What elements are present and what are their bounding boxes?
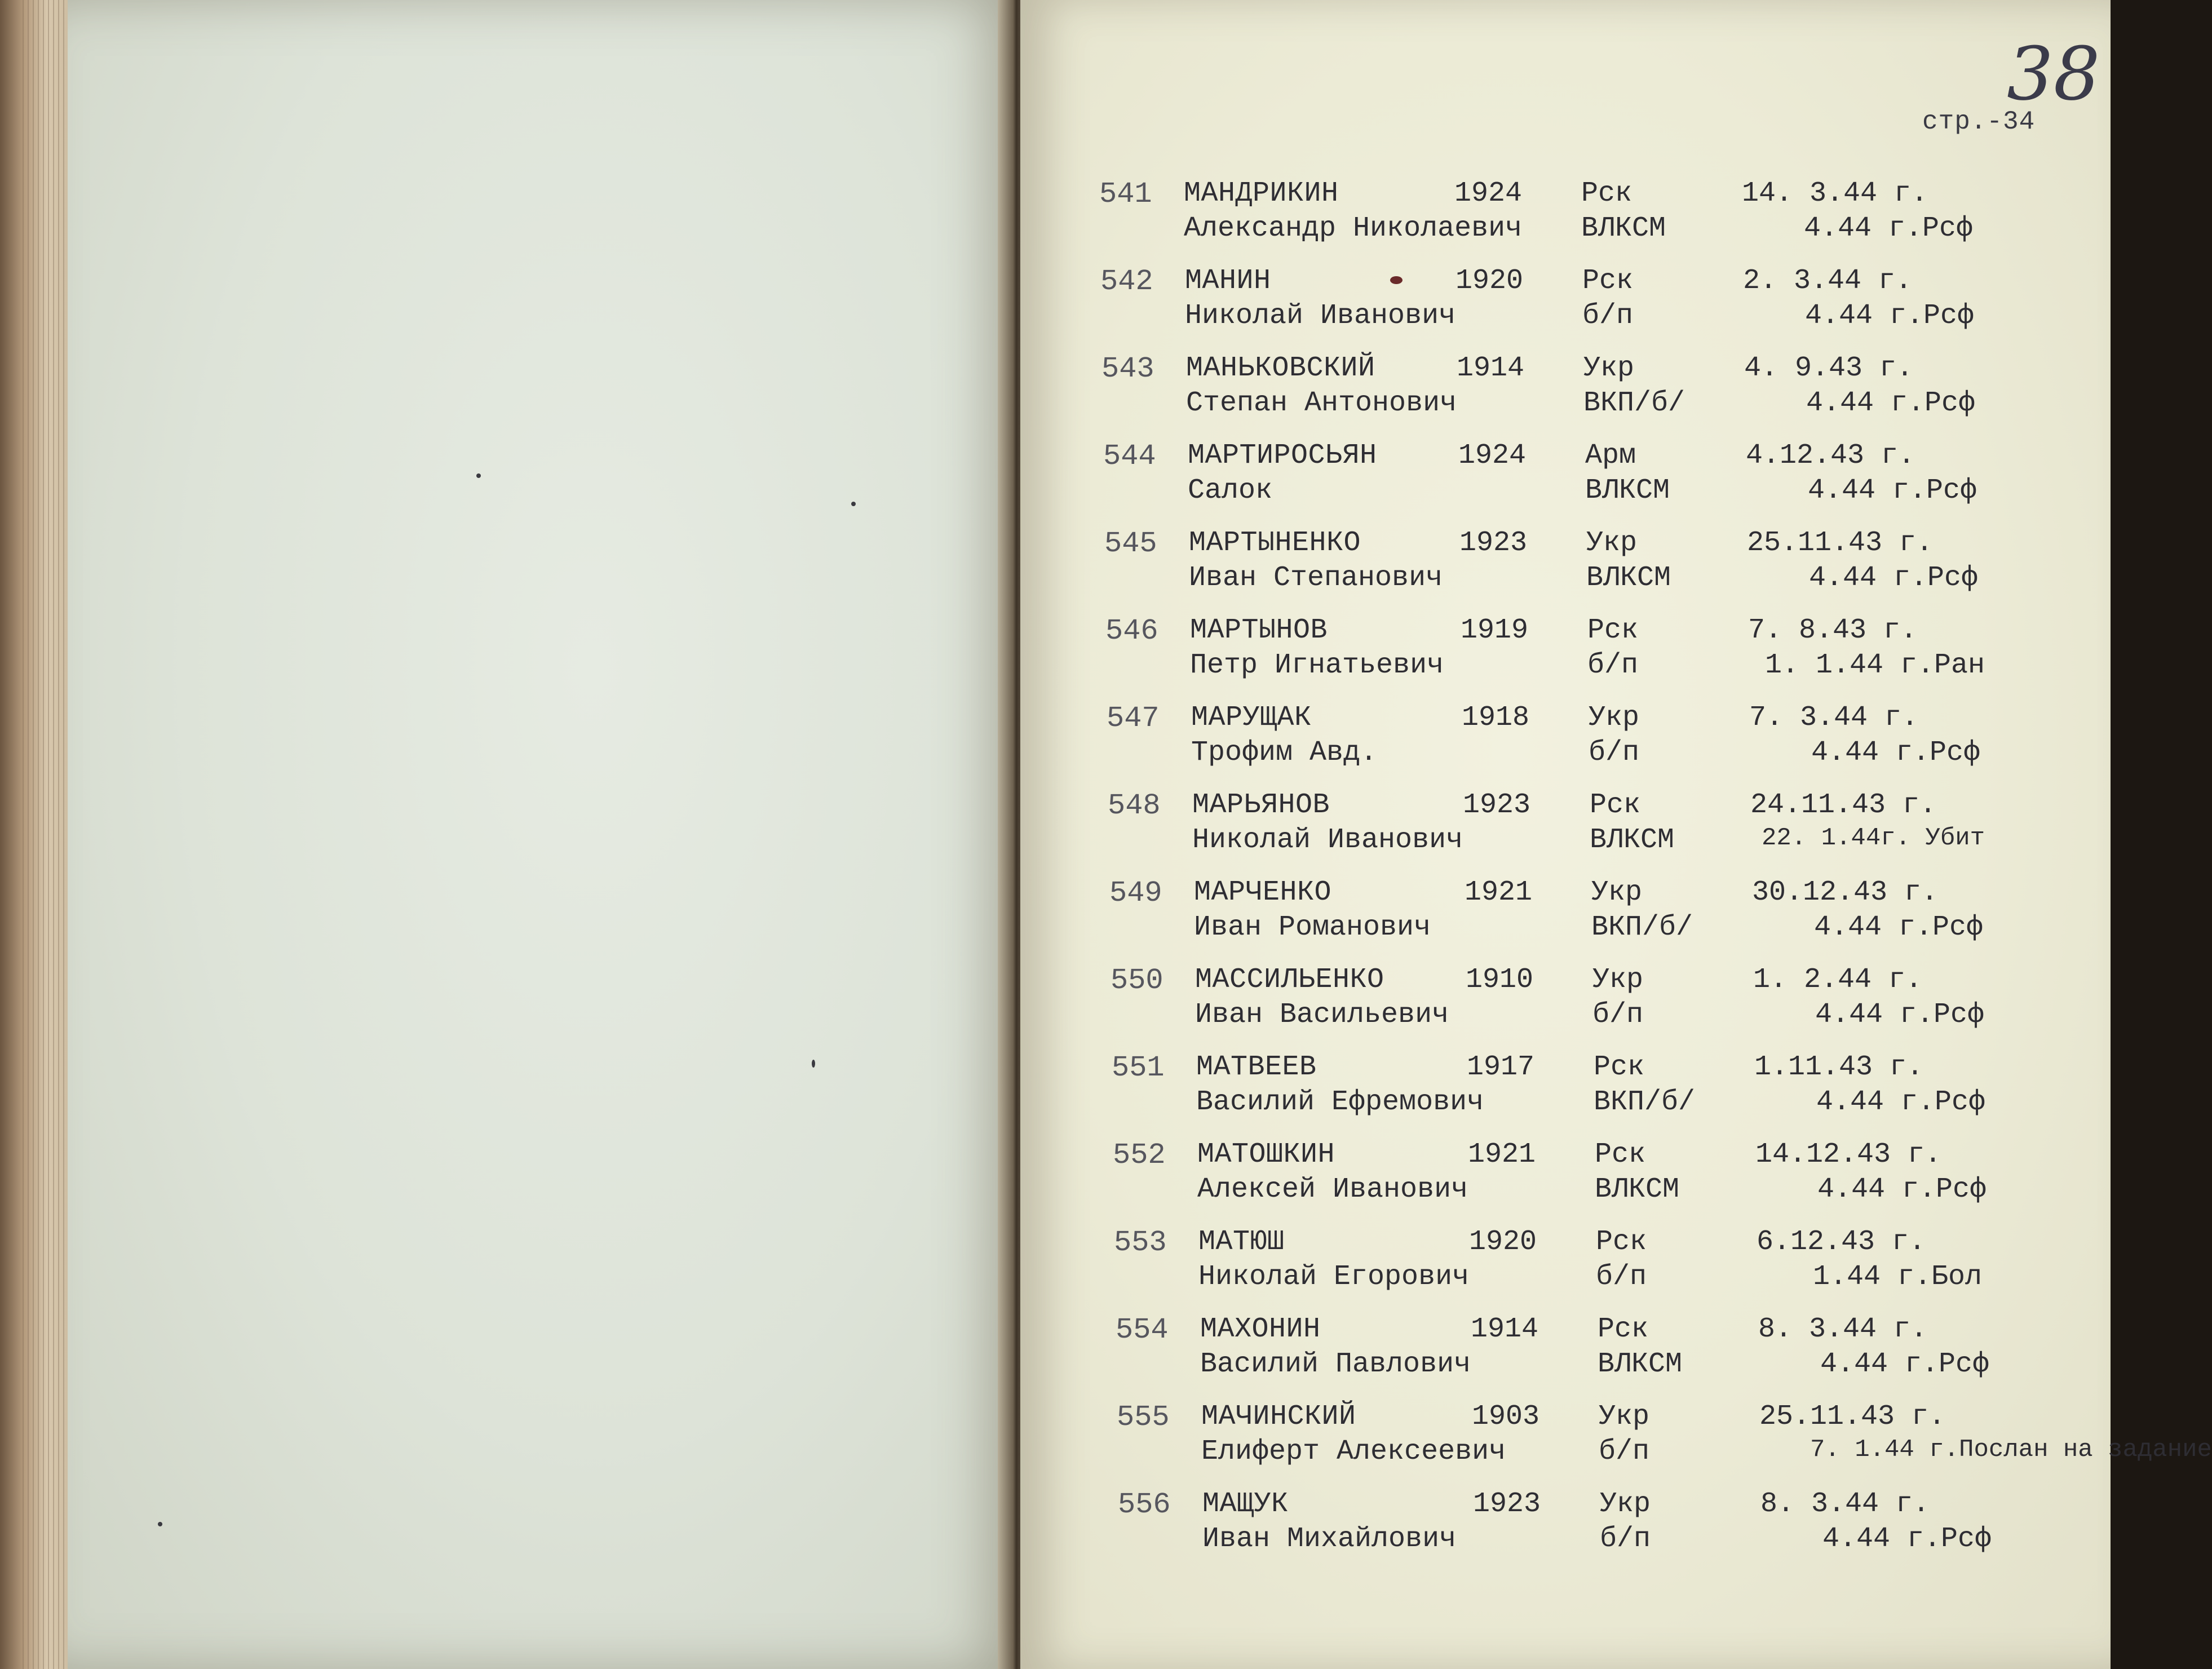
entry-surname: МАРТЫНОВ xyxy=(1190,614,1328,647)
entry-date1: 4.12.43 г. xyxy=(1746,440,1915,472)
entry-surname: МАТЮШ xyxy=(1198,1226,1285,1258)
entry-surname: МАССИЛЬЕНКО xyxy=(1195,964,1384,996)
entry-date2: 22. 1.44г. Убит xyxy=(1762,824,1985,852)
entry-date1: 25.11.43 г. xyxy=(1759,1401,1946,1433)
entry-date1: 2. 3.44 г. xyxy=(1743,265,1913,297)
entry-date2: 1.44 г.Бол xyxy=(1813,1261,1983,1293)
register-entry xyxy=(1101,352,2105,437)
entry-date1: 7. 3.44 г. xyxy=(1749,702,1919,734)
register-entry xyxy=(1108,789,2111,874)
speck xyxy=(158,1522,162,1526)
entry-nation: Укр xyxy=(1586,527,1638,559)
entry-surname: МАХОНИН xyxy=(1200,1313,1321,1345)
entry-year: 1923 xyxy=(1459,527,1528,559)
entry-nation: Укр xyxy=(1589,702,1640,734)
entry-date1: 1. 2.44 г. xyxy=(1753,964,1923,996)
entry-given: Степан Антонович xyxy=(1186,387,1457,419)
entry-party: ВЛКСМ xyxy=(1598,1348,1683,1380)
entry-year: 1921 xyxy=(1468,1139,1536,1171)
register-entry xyxy=(1113,1139,2116,1223)
entry-year: 1903 xyxy=(1472,1401,1540,1433)
entry-date1: 30.12.43 г. xyxy=(1752,876,1939,909)
entry-date2: 4.44 г.Рсф xyxy=(1808,475,1977,507)
entry-year: 1921 xyxy=(1465,876,1533,909)
entry-surname: МАТВЕЕВ xyxy=(1196,1051,1317,1083)
entry-surname: МАНДРИКИН xyxy=(1184,178,1339,210)
register-entry xyxy=(1118,1488,2121,1573)
entry-num: 551 xyxy=(1112,1051,1165,1084)
page-edges xyxy=(0,0,79,1669)
entry-num: 541 xyxy=(1099,178,1152,211)
entry-party: б/п xyxy=(1600,1523,1651,1555)
entry-num: 555 xyxy=(1117,1401,1170,1434)
register-entry xyxy=(1109,876,2113,961)
register-entry xyxy=(1103,440,2107,524)
entry-surname: МАНИН xyxy=(1185,265,1271,297)
entry-date2: 4.44 г.Рсф xyxy=(1806,387,1976,419)
page-number-label: стр.-34 xyxy=(1922,107,2036,136)
entry-given: Иван Романович xyxy=(1194,911,1431,944)
entry-party: ВЛКСМ xyxy=(1585,475,1670,507)
entry-year: 1914 xyxy=(1471,1313,1539,1345)
entry-nation: Укр xyxy=(1599,1401,1650,1433)
entry-num: 546 xyxy=(1105,614,1158,648)
entry-year: 1919 xyxy=(1461,614,1529,647)
entry-party: ВКП/б/ xyxy=(1583,387,1685,419)
speck xyxy=(851,502,856,506)
entry-year: 1918 xyxy=(1462,702,1530,734)
entry-nation: Рск xyxy=(1582,265,1634,297)
entry-date2: 4.44 г.Рсф xyxy=(1820,1348,1990,1380)
speck xyxy=(812,1060,815,1068)
entry-year: 1924 xyxy=(1458,440,1527,472)
entry-num: 556 xyxy=(1118,1488,1171,1521)
entry-nation: Укр xyxy=(1583,352,1635,384)
entry-nation: Рск xyxy=(1595,1139,1646,1171)
entry-date2: 4.44 г.Рсф xyxy=(1822,1523,1992,1555)
register-entry xyxy=(1112,1051,2115,1136)
entry-surname: МАТОШКИН xyxy=(1197,1139,1335,1171)
right-page xyxy=(1020,0,2212,1669)
entry-year: 1923 xyxy=(1473,1488,1541,1520)
entry-date2: 4.44 г.Рсф xyxy=(1817,1174,1987,1206)
entry-date2: 4.44 г.Рсф xyxy=(1809,562,1979,594)
entry-party: б/п xyxy=(1582,300,1634,332)
page-edge-lines xyxy=(23,0,73,1669)
entry-given: Василий Павлович xyxy=(1200,1348,1471,1380)
entry-given: Иван Васильевич xyxy=(1195,999,1449,1031)
entry-surname: МАЧИНСКИЙ xyxy=(1201,1401,1356,1433)
speck xyxy=(476,473,481,478)
entry-date1: 6.12.43 г. xyxy=(1757,1226,1926,1258)
entry-given: Николай Егорович xyxy=(1198,1261,1470,1293)
entry-party: б/п xyxy=(1599,1436,1650,1468)
register-entry xyxy=(1111,964,2114,1048)
entry-given: Николай Иванович xyxy=(1185,300,1456,332)
entry-nation: Укр xyxy=(1592,964,1644,996)
entry-date1: 24.11.43 г. xyxy=(1750,789,1937,821)
entry-num: 548 xyxy=(1108,789,1161,822)
entry-year: 1910 xyxy=(1466,964,1534,996)
entry-num: 542 xyxy=(1100,265,1153,298)
entry-given: Салок xyxy=(1188,475,1273,507)
entry-date1: 14. 3.44 г. xyxy=(1742,178,1928,210)
entry-party: ВКП/б/ xyxy=(1594,1086,1696,1118)
entry-given: Николай Иванович xyxy=(1192,824,1463,856)
register-entry xyxy=(1116,1313,2119,1398)
entry-num: 544 xyxy=(1103,440,1156,473)
entry-date2: 4.44 г.Рсф xyxy=(1804,213,1974,245)
entry-given: Василий Ефремович xyxy=(1196,1086,1484,1118)
entry-nation: Укр xyxy=(1600,1488,1651,1520)
entry-date1: 14.12.43 г. xyxy=(1755,1139,1942,1171)
entry-year: 1924 xyxy=(1454,178,1523,210)
register-entry xyxy=(1105,614,2109,699)
entry-surname: МАРЧЕНКО xyxy=(1194,876,1332,909)
entry-party: ВЛКСМ xyxy=(1581,213,1666,245)
entry-num: 547 xyxy=(1107,702,1160,735)
entry-given: Елиферт Алексеевич xyxy=(1201,1436,1506,1468)
entry-year: 1914 xyxy=(1457,352,1525,384)
entry-given: Александр Николаевич xyxy=(1184,213,1523,245)
entry-surname: МАРЬЯНОВ xyxy=(1192,789,1330,821)
entry-year: 1920 xyxy=(1456,265,1524,297)
entry-date1: 7. 8.43 г. xyxy=(1748,614,1918,647)
entry-date2: 7. 1.44 г.Послан на задание xyxy=(1810,1436,2212,1464)
entry-nation: Рск xyxy=(1598,1313,1649,1345)
entry-date1: 8. 3.44 г. xyxy=(1758,1313,1928,1345)
entry-date1: 1.11.43 г. xyxy=(1754,1051,1924,1083)
entry-given: Алексей Иванович xyxy=(1197,1174,1468,1206)
entry-nation: Рск xyxy=(1596,1226,1647,1258)
entry-num: 549 xyxy=(1109,876,1162,910)
entry-year: 1917 xyxy=(1467,1051,1535,1083)
entry-party: ВЛКСМ xyxy=(1586,562,1671,594)
entry-given: Иван Степанович xyxy=(1189,562,1443,594)
entry-date2: 4.44 г.Рсф xyxy=(1811,737,1981,769)
entry-num: 552 xyxy=(1113,1139,1166,1172)
entry-year: 1920 xyxy=(1469,1226,1537,1258)
register-entry xyxy=(1104,527,2108,612)
entry-given: Петр Игнатьевич xyxy=(1190,649,1444,681)
entry-nation: Арм xyxy=(1585,440,1636,472)
entry-nation: Рск xyxy=(1587,614,1639,647)
register-entry xyxy=(1114,1226,2117,1311)
entry-party: ВЛКСМ xyxy=(1590,824,1675,856)
entry-party: ВКП/б/ xyxy=(1591,911,1693,944)
entry-party: б/п xyxy=(1589,737,1640,769)
entry-surname: МАРУЩАК xyxy=(1191,702,1312,734)
entry-party: ВЛКСМ xyxy=(1595,1174,1680,1206)
entry-date1: 4. 9.43 г. xyxy=(1744,352,1914,384)
register-entry xyxy=(1100,265,2104,349)
entry-date1: 25.11.43 г. xyxy=(1747,527,1934,559)
entry-date1: 8. 3.44 г. xyxy=(1760,1488,1930,1520)
entry-nation: Рск xyxy=(1581,178,1633,210)
entry-party: б/п xyxy=(1592,999,1644,1031)
entry-surname: МАРТИРОСЬЯН xyxy=(1188,440,1377,472)
register-entry xyxy=(1099,178,2103,262)
entry-date2: 4.44 г.Рсф xyxy=(1805,300,1975,332)
entry-nation: Укр xyxy=(1591,876,1643,909)
entry-num: 543 xyxy=(1101,352,1154,386)
entry-party: б/п xyxy=(1587,649,1639,681)
entry-date2: 4.44 г.Рсф xyxy=(1814,911,1984,944)
entry-party: б/п xyxy=(1596,1261,1647,1293)
entry-num: 554 xyxy=(1116,1313,1169,1347)
entry-nation: Рск xyxy=(1590,789,1641,821)
entry-date2: 4.44 г.Рсф xyxy=(1815,999,1985,1031)
entry-year: 1923 xyxy=(1463,789,1531,821)
register-entry xyxy=(1117,1401,2212,1485)
entry-given: Трофим Авд. xyxy=(1191,737,1378,769)
entry-num: 545 xyxy=(1104,527,1157,560)
handwritten-page-number: 38 xyxy=(2007,31,2100,117)
entry-given: Иван Михайлович xyxy=(1202,1523,1457,1555)
entry-num: 550 xyxy=(1111,964,1163,997)
entry-surname: МАЩУК xyxy=(1202,1488,1289,1520)
left-page-blank xyxy=(68,0,1020,1669)
entry-date2: 4.44 г.Рсф xyxy=(1816,1086,1986,1118)
entry-date2: 1. 1.44 г.Ран xyxy=(1765,649,1985,681)
entry-num: 553 xyxy=(1114,1226,1167,1259)
entry-surname: МАРТЫНЕНКО xyxy=(1189,527,1361,559)
entry-nation: Рск xyxy=(1594,1051,1645,1083)
entry-surname: МАНЬКОВСКИЙ xyxy=(1186,352,1375,384)
register-entry xyxy=(1107,702,2110,786)
